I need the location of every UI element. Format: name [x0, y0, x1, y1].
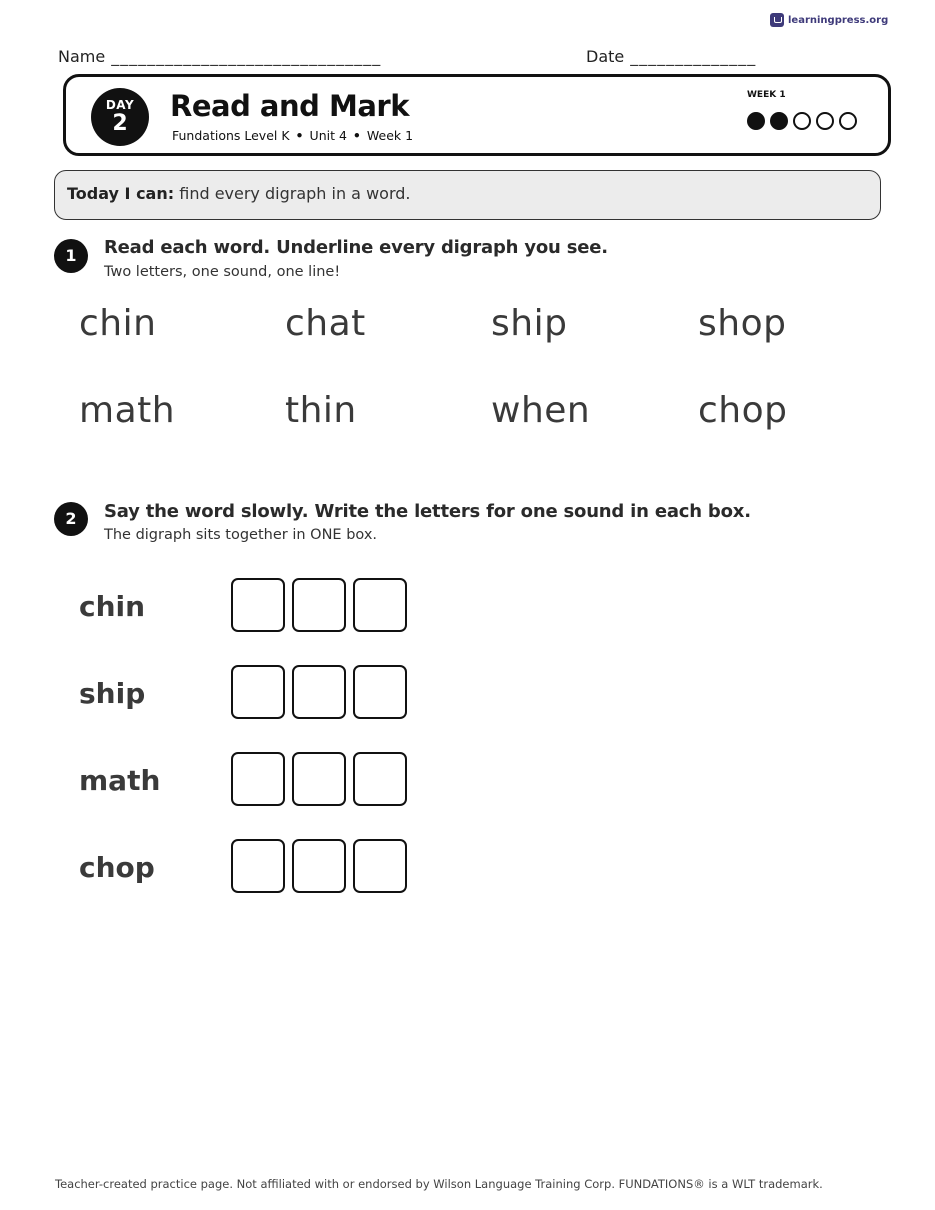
- day-number: 2: [112, 111, 128, 136]
- sound-box[interactable]: [231, 578, 285, 632]
- sound-boxes-chin: [231, 578, 407, 632]
- header-box: [63, 74, 891, 156]
- sound-box[interactable]: [353, 839, 407, 893]
- name-label: Name: [58, 47, 106, 66]
- week-progress-dots: [747, 112, 857, 130]
- question-1-subtitle: Two letters, one sound, one line!: [104, 264, 341, 280]
- sound-box[interactable]: [292, 752, 346, 806]
- word-thin[interactable]: thin: [285, 390, 357, 431]
- sound-boxes-chop: [231, 839, 407, 893]
- subtitle-week: Week 1: [366, 128, 414, 143]
- sound-boxes-math: [231, 752, 407, 806]
- learning-goal: [54, 170, 881, 220]
- sound-box[interactable]: [231, 839, 285, 893]
- question-2-title: Say the word slowly. Write the letters for one sound in each box.: [104, 501, 751, 522]
- sound-box[interactable]: [292, 839, 346, 893]
- week-label: WEEK 1: [747, 90, 786, 100]
- word-shop[interactable]: shop: [698, 303, 787, 344]
- brand-text: learningpress.org: [788, 14, 889, 26]
- day-word: DAY: [105, 98, 135, 112]
- sound-boxes-ship: [231, 665, 407, 719]
- page-title: Read and Mark: [170, 89, 410, 123]
- sound-box[interactable]: [292, 578, 346, 632]
- question-1-title: Read each word. Underline every digraph you see.: [104, 237, 608, 258]
- sound-box[interactable]: [353, 578, 407, 632]
- goal-lead: Today I can:: [67, 184, 175, 203]
- sound-box[interactable]: [231, 752, 285, 806]
- subtitle-separator: •: [352, 128, 361, 143]
- sound-word-chop: chop: [79, 851, 155, 884]
- footer-disclaimer: Teacher-created practice page. Not affiliated with or endorsed by Wilson Language Training Corp. FUNDATIONS® is a WLT trademark.: [55, 1177, 823, 1191]
- week-dot-empty: [839, 112, 857, 130]
- question-2-subtitle: The digraph sits together in ONE box.: [104, 527, 378, 543]
- word-ship[interactable]: ship: [491, 303, 568, 344]
- sound-word-chin: chin: [79, 590, 146, 623]
- sound-box[interactable]: [292, 665, 346, 719]
- name-line[interactable]: ______________________________: [111, 47, 382, 66]
- date-label: Date: [586, 47, 625, 66]
- question-1-number: 1: [54, 239, 88, 273]
- week-dot-empty: [816, 112, 834, 130]
- subtitle-level: Fundations Level K: [172, 128, 290, 143]
- goal-text: find every digraph in a word.: [179, 184, 411, 203]
- sound-box[interactable]: [353, 752, 407, 806]
- page-subtitle: [172, 128, 413, 143]
- brand: [770, 13, 888, 27]
- sound-word-ship: ship: [79, 677, 146, 710]
- question-2-number: 2: [54, 502, 88, 536]
- week-dot-filled: [747, 112, 765, 130]
- subtitle-unit: Unit 4: [309, 128, 347, 143]
- word-when[interactable]: when: [491, 390, 591, 431]
- week-dot-empty: [793, 112, 811, 130]
- date-line[interactable]: ______________: [630, 47, 757, 66]
- date-field[interactable]: [586, 47, 756, 66]
- week-dot-filled: [770, 112, 788, 130]
- sound-word-math: math: [79, 764, 161, 797]
- word-chin[interactable]: chin: [79, 303, 157, 344]
- name-field[interactable]: [58, 47, 381, 66]
- book-icon: [770, 13, 784, 27]
- word-math[interactable]: math: [79, 390, 176, 431]
- word-chat[interactable]: chat: [285, 303, 366, 344]
- word-chop[interactable]: chop: [698, 390, 788, 431]
- subtitle-separator: •: [295, 128, 304, 143]
- sound-box[interactable]: [353, 665, 407, 719]
- sound-box[interactable]: [231, 665, 285, 719]
- day-badge: [91, 88, 149, 146]
